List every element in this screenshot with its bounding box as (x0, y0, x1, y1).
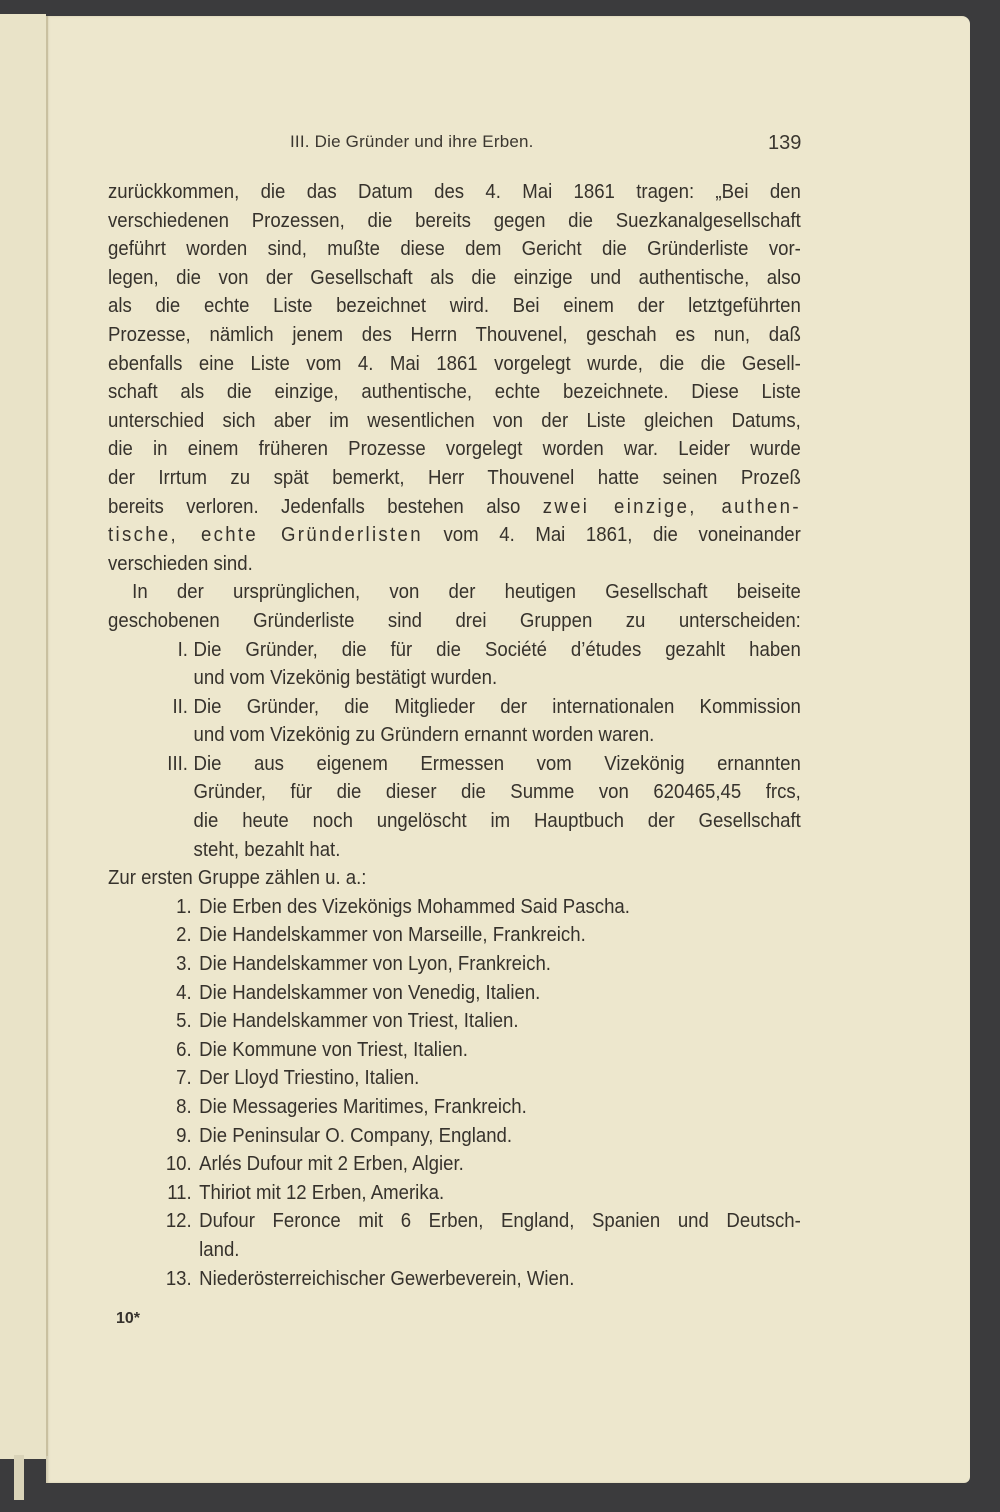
text-fragment: vom 4. Mai 1861, die voneinander (422, 524, 801, 547)
text-line: geschobenen Gründerliste sind drei Gruppen zu unterscheiden: (108, 609, 801, 632)
paragraph-1 (108, 178, 801, 578)
list-number: 13. (165, 1267, 192, 1290)
paragraph-2 (108, 578, 801, 635)
list-text (199, 1122, 801, 1151)
text-line: Die Handelskammer von Lyon, Frankreich. (199, 953, 551, 976)
list-text (199, 1064, 801, 1093)
list-text (199, 1007, 801, 1036)
list-number: 3. (176, 953, 192, 976)
list-number: 1. (176, 895, 192, 918)
text-line: Die Gründer, die Mitglieder der internationalen Kommission (193, 695, 801, 718)
list-number: 5. (176, 1010, 192, 1033)
list-text (199, 1150, 801, 1179)
signature-mark: 10* (116, 1310, 141, 1327)
text-line: In der ursprünglichen, von der heutigen Gesellschaft beiseite (132, 581, 801, 604)
list-text (199, 1036, 801, 1065)
page-body (108, 178, 801, 1293)
list-text (199, 1265, 801, 1294)
group-text (194, 750, 801, 864)
group-item (108, 636, 801, 693)
group-item (108, 693, 801, 750)
list-item (108, 1265, 801, 1294)
list-number: 6. (176, 1038, 192, 1061)
group-numeral: II. (172, 695, 188, 718)
text-line: Niederösterreichischer Gewerbeverein, Wien. (199, 1267, 575, 1290)
text-line: die in einem früheren Prozesse vorgelegt worden war. Leider wurde (108, 438, 801, 461)
emphasized-text: tische, echte Gründerlisten (108, 524, 423, 547)
text-line: ebenfalls eine Liste vom 4. Mai 1861 vorgelegt wurde, die die Gesell- (108, 352, 801, 375)
text-line: Prozesse, nämlich jenem des Herrn Thouvenel, geschah es nun, daß (108, 323, 801, 346)
group-list (108, 636, 801, 865)
list-number: 7. (176, 1067, 192, 1090)
page-number: 139 (768, 132, 802, 154)
list-number: 8. (176, 1096, 192, 1118)
list-number: 2. (176, 924, 192, 947)
text-line: Thiriot mit 12 Erben, Amerika. (199, 1181, 445, 1204)
list-text (199, 1179, 801, 1208)
text-line: verschieden sind. (108, 552, 253, 575)
list-text (199, 979, 801, 1008)
list-item (108, 1036, 801, 1065)
text-line: Die Messageries Maritimes, Frankreich. (199, 1096, 527, 1118)
list-item (108, 1179, 801, 1208)
text-line: Die Peninsular O. Company, England. (199, 1124, 513, 1147)
group-text (194, 693, 801, 750)
list-number: 12. (165, 1210, 192, 1233)
group-numeral: III. (167, 752, 188, 775)
list-text (199, 1093, 801, 1122)
text-line: und vom Vizekönig bestätigt wurden. (193, 667, 498, 690)
list-number: 11. (167, 1181, 192, 1204)
list-item (108, 921, 801, 950)
text-line: der Irrtum zu spät bemerkt, Herr Thouvenel hatte seinen Prozeß (108, 466, 801, 489)
text-line: schaft als die einzige, authentische, echte bezeichnete. Diese Liste (108, 381, 801, 404)
list-item (108, 1064, 801, 1093)
list-intro: Zur ersten Gruppe zählen u. a.: (108, 867, 367, 890)
group-numeral: I. (177, 638, 188, 661)
text-line: Die Handelskammer von Marseille, Frankreich. (199, 924, 586, 947)
text-line: legen, die von der Gesellschaft als die einzige und authentische, also (108, 266, 801, 289)
list-text (199, 1207, 801, 1264)
first-group-list (108, 893, 801, 1293)
page-tab-edge (14, 1455, 24, 1500)
facing-page-edge (0, 14, 46, 1459)
list-item (108, 950, 801, 979)
text-line: Die Erben des Vizekönigs Mohammed Said Pascha. (199, 895, 630, 918)
list-item (108, 979, 801, 1008)
text-line: Der Lloyd Triestino, Italien. (199, 1067, 420, 1090)
text-line: Die Gründer, die für die Société d’études gezahlt haben (193, 638, 801, 661)
list-text (199, 893, 801, 922)
text-line: Die Handelskammer von Triest, Italien. (199, 1010, 519, 1033)
list-text (199, 950, 801, 979)
text-line: Dufour Feronce mit 6 Erben, England, Spanien und Deutsch- (199, 1210, 801, 1233)
list-item (108, 1122, 801, 1151)
list-text (199, 921, 801, 950)
emphasized-text: zwei einzige, authen- (542, 495, 801, 518)
text-line: Arlés Dufour mit 2 Erben, Algier. (199, 1153, 464, 1176)
text-line: steht, bezahlt hat. (193, 838, 341, 861)
text-line: Gründer, für die dieser die Summe von 620465,45 frcs, (193, 781, 801, 804)
text-fragment: bereits verloren. Jedenfalls bestehen also (108, 495, 543, 518)
list-item (108, 1007, 801, 1036)
text-line: unterschied sich aber im wesentlichen von der Liste gleichen Datums, (108, 409, 801, 432)
text-line: zurückkommen, die das Datum des 4. Mai 1861 tragen: „Bei den (108, 181, 801, 203)
text-line: geführt worden sind, mußte diese dem Gericht die Gründerliste vor- (108, 238, 801, 261)
list-number: 10. (165, 1153, 192, 1176)
text-line: Die aus eigenem Ermessen vom Vizekönig ernannten (193, 752, 801, 775)
group-text (194, 636, 801, 693)
text-line: und vom Vizekönig zu Gründern ernannt worden waren. (193, 724, 655, 747)
running-header: III. Die Gründer und ihre Erben. (290, 132, 534, 151)
group-item (108, 750, 801, 864)
list-item (108, 1150, 801, 1179)
list-number: 9. (176, 1124, 192, 1147)
list-item (108, 1093, 801, 1122)
page-gutter (46, 16, 48, 1456)
list-item (108, 893, 801, 922)
text-line: verschiedenen Prozessen, die bereits gegen die Suezkanalgesellschaft (108, 209, 801, 232)
text-line: Die Handelskammer von Venedig, Italien. (199, 981, 541, 1004)
list-number: 4. (176, 981, 192, 1004)
text-line: die heute noch ungelöscht im Hauptbuch der Gesellschaft (193, 810, 801, 833)
text-line: als die echte Liste bezeichnet wird. Bei einem der letztgeführten (108, 295, 801, 318)
list-item (108, 1207, 801, 1264)
text-line: land. (199, 1238, 240, 1261)
text-line: Die Kommune von Triest, Italien. (199, 1038, 468, 1061)
text-line (108, 521, 801, 550)
text-line (108, 493, 801, 522)
